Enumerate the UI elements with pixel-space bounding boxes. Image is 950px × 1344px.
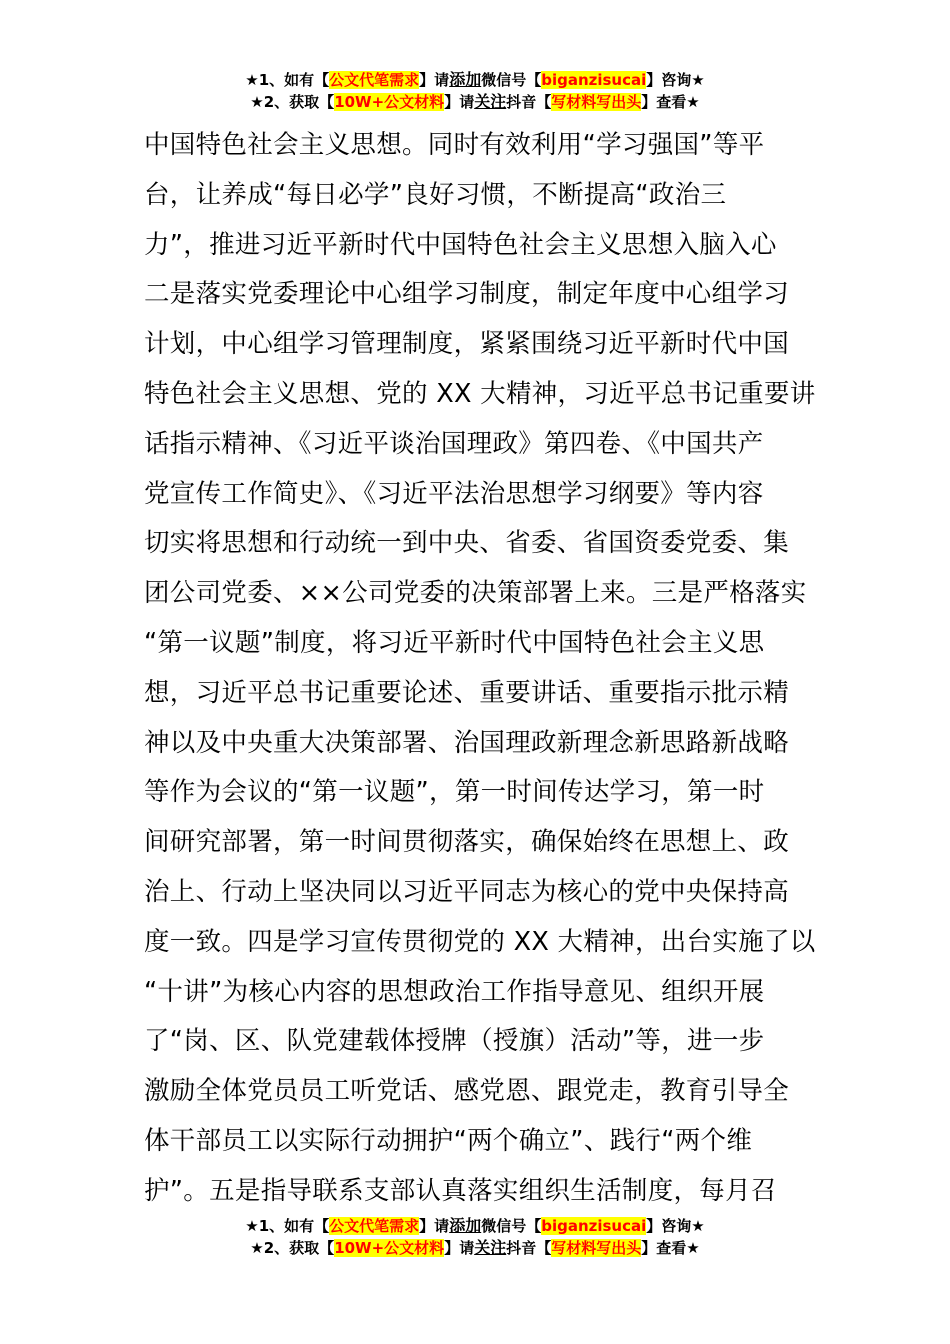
highlight-service: 公文代笔需求 [329, 71, 420, 89]
body-line: 等作为会议的“第一议题”，第一时间传达学习，第一时 [144, 777, 765, 808]
body-line: 想，习近平总书记重要论述、重要讲话、重要指示批示精 [144, 677, 790, 708]
banner-text: 微信号【 [481, 71, 542, 89]
body-line: 二是落实党委理论中心组学习制度，制定年度中心组学习 [144, 279, 790, 310]
body-line: 护”。五是指导联系支部认真落实组织生活制度，每月召 [144, 1175, 777, 1206]
footer-banner [0, 1215, 950, 1259]
banner-text: 抖音【 [506, 1239, 552, 1257]
body-line: 团公司党委、××公司党委的决策部署上来。三是严格落实 [144, 578, 807, 609]
highlight-materials: 10W+公文材料 [334, 93, 445, 111]
banner-line-2 [0, 91, 950, 113]
banner-text: 】查看★ [641, 1239, 700, 1257]
banner-line-2 [0, 1237, 950, 1259]
body-line: 中国特色社会主义思想。同时有效利用“学习强国”等平 [144, 130, 765, 160]
highlight-account: 写材料写出头 [551, 1239, 642, 1257]
body-line: 话指示精神、《习近平谈治国理政》第四卷、《中国共产 [144, 428, 764, 459]
body-line: 特色社会主义思想、党的 XX 大精神，习近平总书记重要讲 [144, 378, 816, 409]
banner-text: 】请 [444, 93, 475, 111]
banner-line-1 [0, 69, 950, 91]
banner-text: 】请 [419, 1217, 450, 1235]
banner-text: ★1、如有【 [245, 1217, 330, 1235]
underlined-action: 添加 [449, 1216, 482, 1235]
highlight-account: 写材料写出头 [551, 93, 642, 111]
banner-text: ★2、获取【 [250, 93, 335, 111]
banner-text: 抖音【 [506, 93, 552, 111]
banner-line-1 [0, 1215, 950, 1237]
underlined-action: 关注 [474, 1238, 507, 1257]
body-line: 激励全体党员员工听党话、感党恩、跟党走，教育引导全 [144, 1076, 790, 1107]
body-line: 度一致。四是学习宣传贯彻党的 XX 大精神，出台实施了以 [144, 926, 816, 957]
banner-text: ★2、获取【 [250, 1239, 335, 1257]
body-line: 切实将思想和行动统一到中央、省委、省国资委党委、集 [144, 528, 790, 559]
underlined-action: 关注 [474, 92, 507, 111]
body-line: 治上、行动上坚决同以习近平同志为核心的党中央保持高 [144, 876, 790, 907]
banner-text: 】请 [444, 1239, 475, 1257]
underlined-action: 添加 [449, 70, 482, 89]
highlight-service: 公文代笔需求 [329, 1217, 420, 1235]
body-line: 间研究部署，第一时间贯彻落实，确保始终在思想上、政 [144, 827, 790, 858]
banner-text: 微信号【 [481, 1217, 542, 1235]
header-banner [0, 69, 950, 113]
body-line: 党宣传工作简史》、《习近平法治思想学习纲要》等内容 [144, 478, 764, 509]
banner-text: 】查看★ [641, 93, 700, 111]
body-line: 台，让养成“每日必学”良好习惯，不断提高“政治三 [144, 179, 727, 210]
body-line: 体干部员工以实际行动拥护“两个确立”、践行“两个维 [144, 1125, 753, 1156]
banner-text: 】咨询★ [646, 1217, 705, 1235]
banner-text: 】请 [419, 71, 450, 89]
banner-text: ★1、如有【 [245, 71, 330, 89]
body-line: 了“岗、区、队党建载体授牌（授旗）活动”等，进一步 [144, 1026, 765, 1057]
body-line: “第一议题”制度，将习近平新时代中国特色社会主义思 [144, 627, 765, 658]
highlight-wechat-id: biganzisucai [541, 1217, 647, 1235]
banner-text: 】咨询★ [646, 71, 705, 89]
body-line: “十讲”为核心内容的思想政治工作指导意见、组织开展 [144, 976, 765, 1007]
document-body [144, 121, 816, 1217]
highlight-materials: 10W+公文材料 [334, 1239, 445, 1257]
body-line: 神以及中央重大决策部署、治国理政新理念新思路新战略 [144, 727, 790, 758]
highlight-wechat-id: biganzisucai [541, 71, 647, 89]
body-line: 力”，推进习近平新时代中国特色社会主义思想入脑入心 [144, 229, 777, 260]
body-line: 计划，中心组学习管理制度，紧紧围绕习近平新时代中国 [144, 329, 790, 360]
